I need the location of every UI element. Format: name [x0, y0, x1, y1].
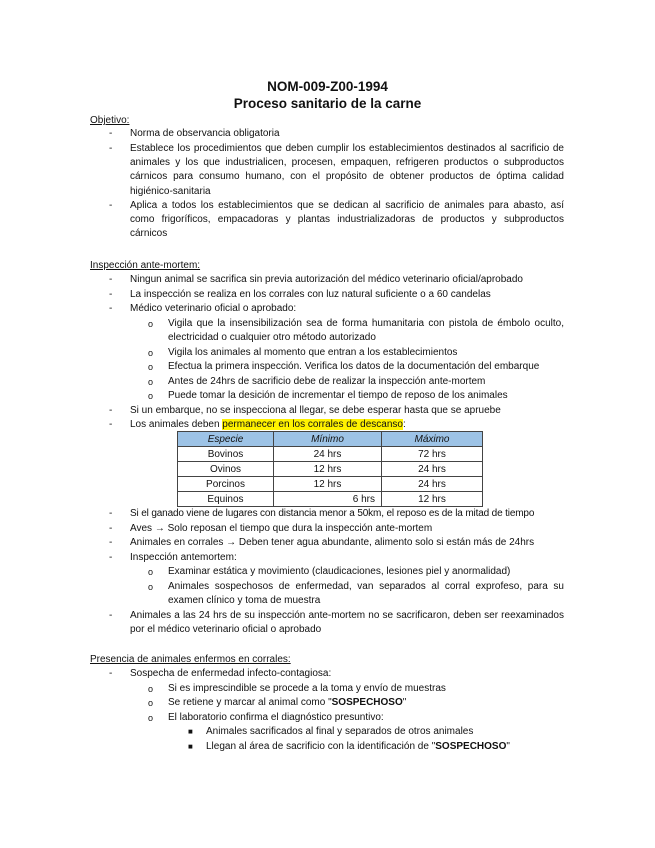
list-item: Sospecha de enfermedad infecto-contagiosa: [130, 668, 332, 679]
column-header: Mínimo [274, 432, 382, 447]
circle-bullet: o [148, 582, 154, 592]
document-title: NOM-009-Z00-1994 [267, 79, 388, 94]
dash-bullet: - [109, 552, 113, 563]
circle-bullet: o [148, 348, 154, 358]
list-item: Animales en corrales → Deben tener agua abundante, alimento solo si están más de 24hrs [130, 537, 535, 548]
table-row [178, 447, 483, 462]
table-row [178, 462, 483, 477]
sospechoso-label: SOSPECHOSO [435, 741, 507, 752]
table-cell: Bovinos [178, 447, 274, 462]
rest-time-table [177, 431, 483, 507]
circle-bullet: o [148, 391, 154, 401]
list-item: Animales a las 24 hrs de su inspección ante-mortem no se sacrificaron, deben ser reexaminados por el médico veterinario oficial o aprobado [130, 610, 564, 636]
circle-bullet: o [148, 362, 154, 372]
table-cell: Equinos [178, 492, 274, 507]
dash-bullet: - [109, 668, 113, 679]
dash-bullet: - [109, 405, 113, 416]
circle-bullet: o [148, 319, 154, 329]
section-heading-objetivo: Objetivo: [90, 115, 130, 126]
list-item: Norma de observancia obligatoria [130, 128, 280, 139]
table-cell: 24 hrs [274, 447, 382, 462]
table-cell: 12 hrs [382, 492, 483, 507]
column-header: Especie [178, 432, 274, 447]
list-item: Ningun animal se sacrifica sin previa autorización del médico veterinario oficial/aprobado [130, 274, 523, 285]
dash-bullet: - [109, 523, 113, 534]
sub-list-item: Vigila los animales al momento que entran a los establecimientos [168, 347, 458, 358]
circle-bullet: o [148, 698, 154, 708]
table-cell: 12 hrs [274, 477, 382, 492]
dash-bullet: - [109, 200, 113, 211]
retiene-suffix: " [402, 697, 407, 708]
dash-bullet: - [109, 610, 113, 621]
table-row [178, 477, 483, 492]
table-cell: 72 hrs [382, 447, 483, 462]
sub-list-item: Animales sospechosos de enfermedad, van separados al corral exprofeso, para su examen clínico y toma de muestra [168, 581, 564, 607]
table-cell: Porcinos [178, 477, 274, 492]
sub-list-item: Puede tomar la desición de incrementar el tiempo de reposo de los animales [168, 390, 508, 401]
table-cell: 24 hrs [382, 477, 483, 492]
sub-sub-list-item [206, 740, 564, 754]
dash-bullet: - [109, 508, 113, 519]
dash-bullet: - [109, 419, 113, 430]
dash-bullet: - [109, 289, 113, 300]
descanso-prefix: Los animales deben [130, 419, 223, 430]
section-heading-inspeccion: Inspección ante-mortem: [90, 260, 201, 271]
list-item: Si un embarque, no se inspecciona al llegar, se debe esperar hasta que se apruebe [130, 405, 501, 416]
document-subtitle: Proceso sanitario de la carne [233, 96, 422, 111]
table-cell: 24 hrs [382, 462, 483, 477]
square-bullet: ■ [188, 727, 193, 736]
square-bullet: ■ [188, 742, 193, 751]
sub-list-item: Examinar estática y movimiento (claudicaciones, lesiones piel y anormalidad) [168, 566, 511, 577]
column-header: Máximo [382, 432, 483, 447]
table-row [178, 492, 483, 507]
table-cell: 6 hrs [274, 492, 382, 507]
list-item: Si el ganado viene de lugares con distancia menor a 50km, el reposo es de la mitad de tiempo [130, 508, 535, 519]
circle-bullet: o [148, 567, 154, 577]
retiene-prefix: Se retiene y marcar al animal como " [168, 697, 332, 708]
sospechoso-label: SOSPECHOSO [331, 697, 403, 708]
sub-list-item: Efectua la primera inspección. Verifica los datos de la documentación del embarque [168, 361, 540, 372]
section-heading-presencia: Presencia de animales enfermos en corrales: [90, 654, 291, 665]
dash-bullet: - [109, 128, 113, 139]
list-item: Aves → Solo reposan el tiempo que dura la inspección ante-mortem [130, 523, 433, 534]
llegan-prefix: Llegan al área de sacrificio con la identificación de " [206, 741, 436, 752]
circle-bullet: o [148, 377, 154, 387]
table-cell: 12 hrs [274, 462, 382, 477]
sub-list-item: Antes de 24hrs de sacrificio debe de realizar la inspección ante-mortem [168, 376, 486, 387]
list-item: Inspección antemortem: [130, 552, 237, 563]
list-item: Aplica a todos los establecimientos que se dedican al sacrificio de animales para abasto, así como frigoríficos, empacadoras y plantas industrializadoras de productos y subproductos cárnicos [130, 200, 564, 240]
list-item: La inspección se realiza en los corrales con luz natural suficiente o a 60 candelas [130, 289, 491, 300]
dash-bullet: - [109, 143, 113, 154]
dash-bullet: - [109, 303, 113, 314]
list-item: Médico veterinario oficial o aprobado: [130, 303, 297, 314]
highlighted-text: permanecer en los corrales de descanso [222, 419, 403, 430]
sub-sub-list-item: Animales sacrificados al final y separados de otros animales [206, 726, 474, 737]
sub-list-item [168, 696, 564, 710]
sub-list-item: Vigila que la insensibilización sea de forma humanitaria con pistola de émbolo oculto, electricidad o cualquier otro método autorizado [168, 318, 564, 344]
circle-bullet: o [148, 684, 154, 694]
list-item: Establece los procedimientos que deben cumplir los establecimientos destinados al sacrificio de animales y los que industrialicen, procesen, empaquen, refrigeren productos o subproductos cárnicos para consumo humano, con el propósito de obtener productos de óptima calidad higiénico-sanitaria [130, 143, 564, 197]
llegan-suffix: " [506, 741, 510, 752]
dash-bullet: - [109, 274, 113, 285]
dash-bullet: - [109, 537, 113, 548]
sub-list-item: El laboratorio confirma el diagnóstico presuntivo: [168, 712, 384, 723]
table-cell: Ovinos [178, 462, 274, 477]
circle-bullet: o [148, 713, 154, 723]
descanso-suffix: : [402, 419, 406, 430]
table-header-row [178, 432, 483, 447]
sub-list-item: Si es imprescindible se procede a la toma y envío de muestras [168, 683, 446, 694]
